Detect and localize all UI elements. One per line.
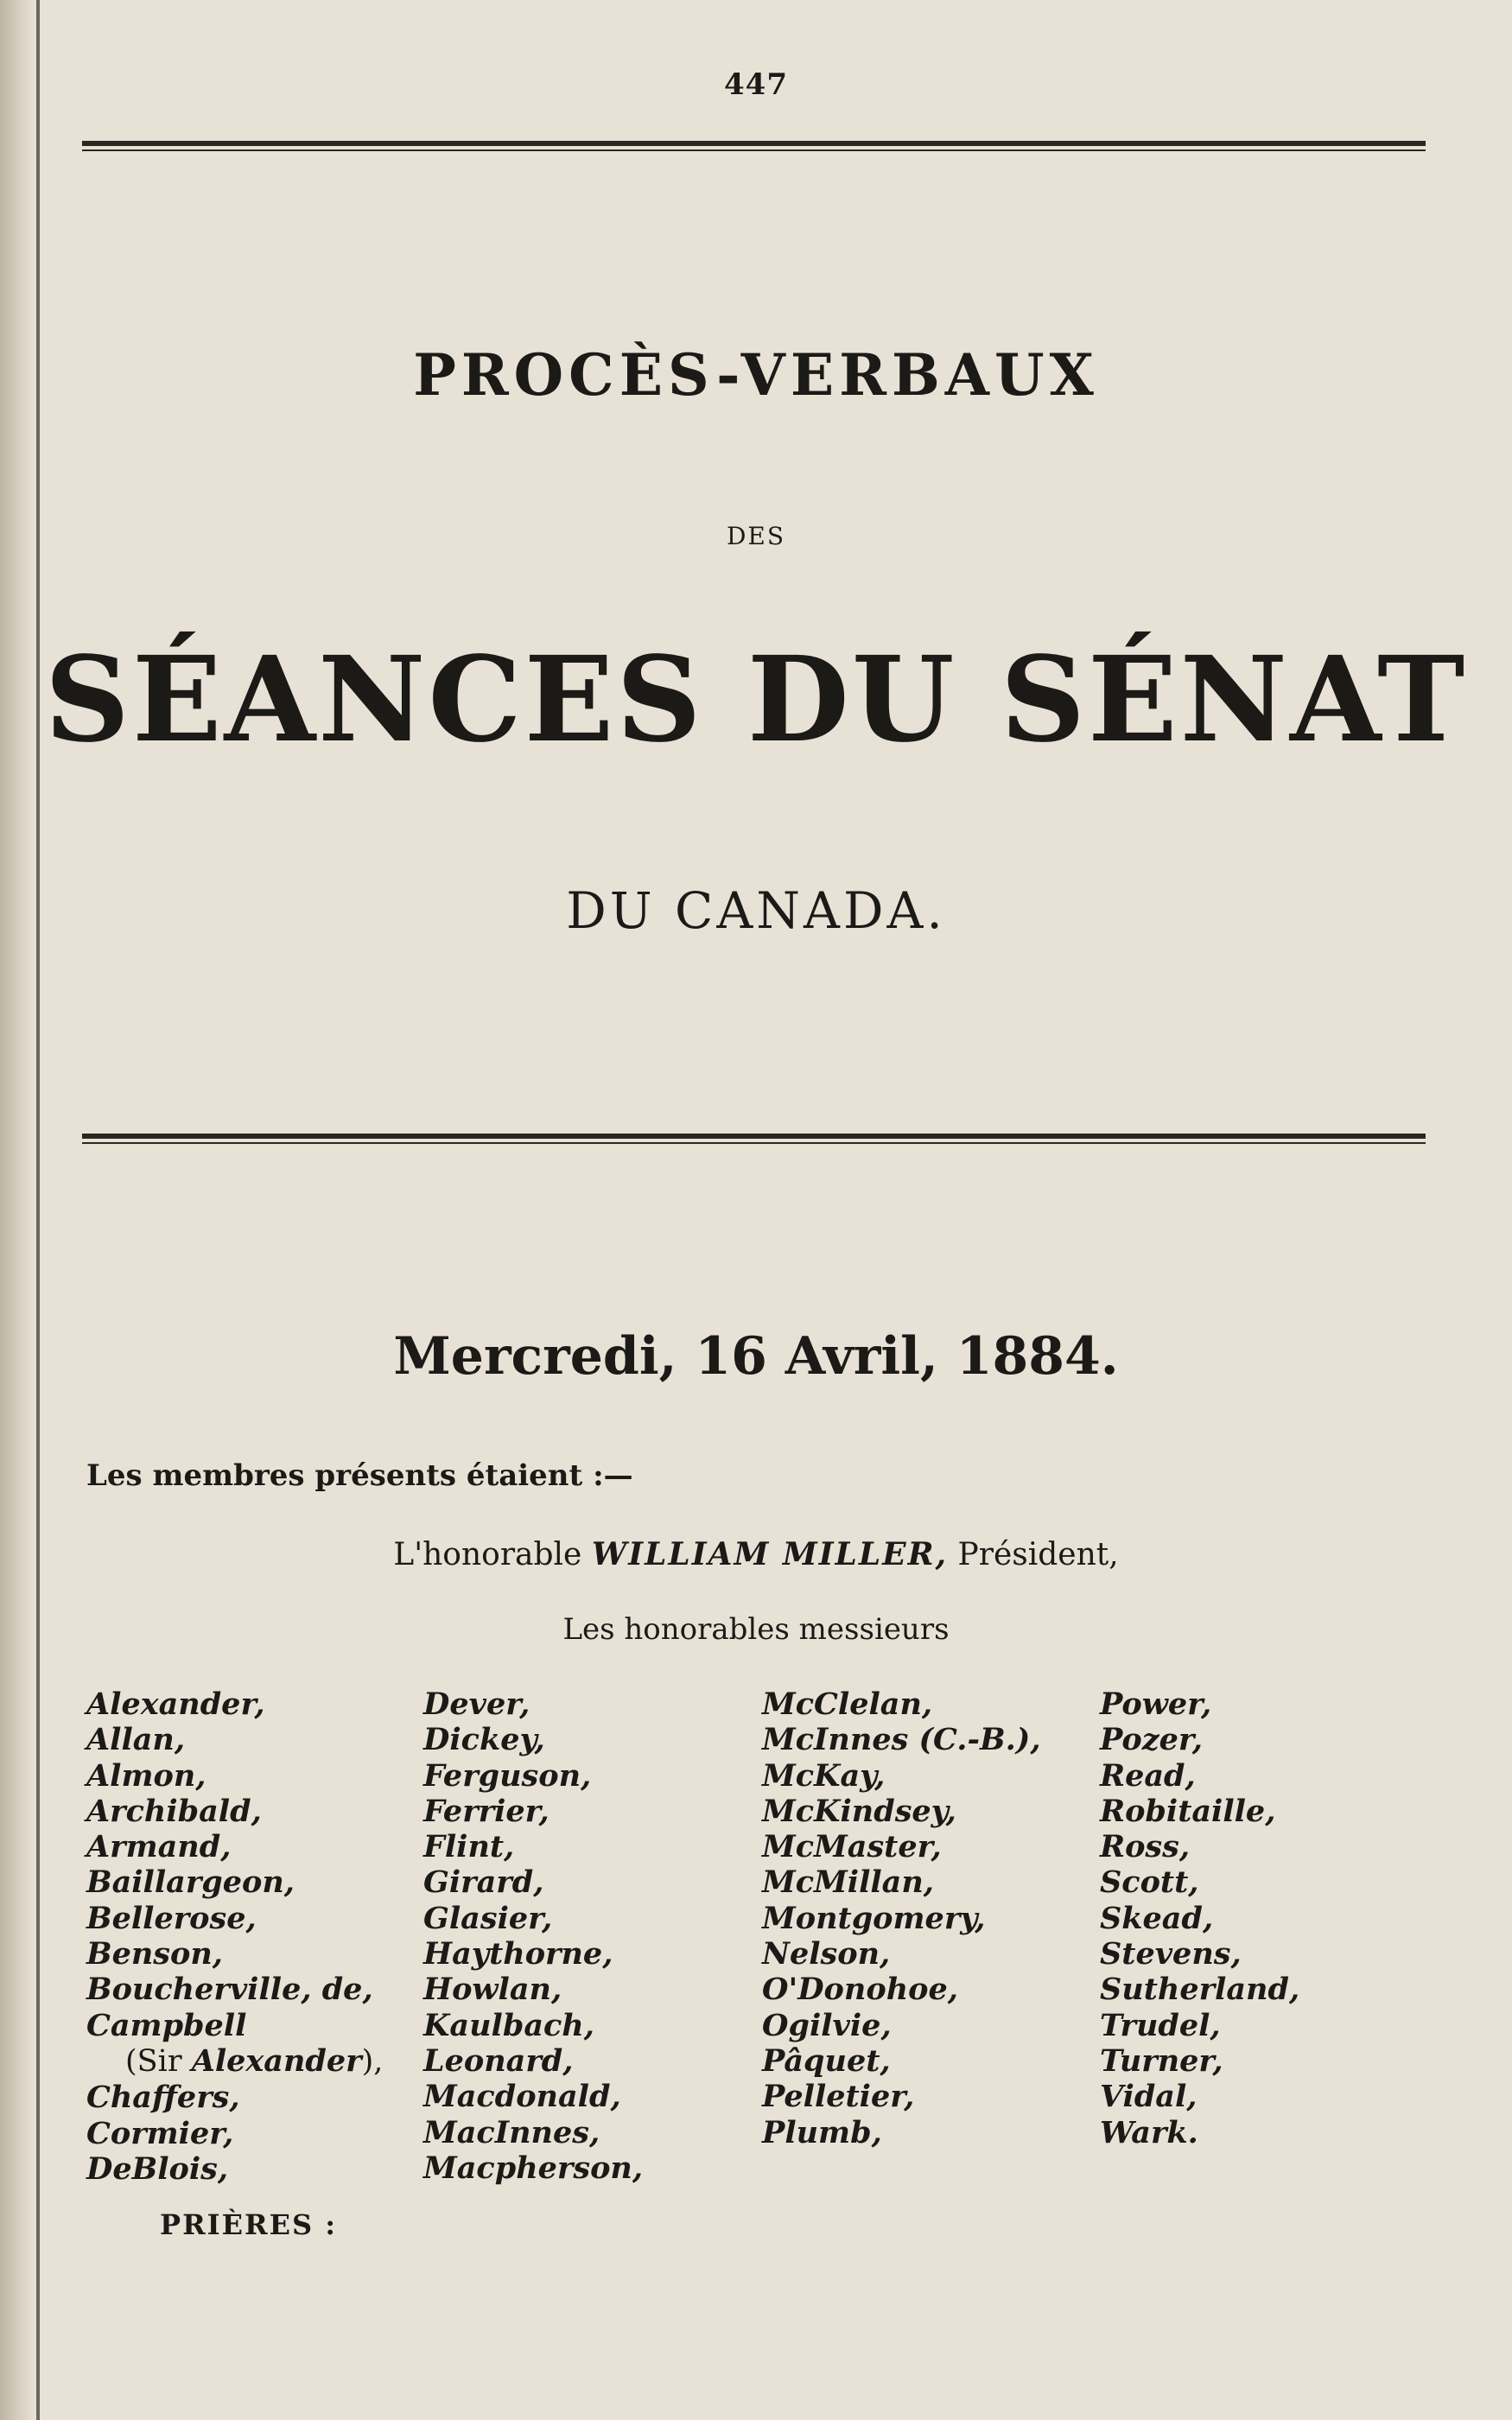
member-name: Allan,	[86, 1722, 186, 1758]
member-name: Sutherland,	[1100, 1972, 1300, 2008]
member-name-paren-close: ),	[361, 2043, 384, 2079]
member-name: McClelan,	[762, 1686, 933, 1722]
member-name: Scott,	[1100, 1864, 1199, 1901]
member-name: Ferrier,	[423, 1793, 550, 1829]
top-double-rule	[82, 141, 1426, 151]
member-name: Robitaille,	[1100, 1793, 1276, 1829]
member-name: McInnes (C.-B.),	[762, 1722, 1041, 1758]
title-des: DES	[726, 522, 786, 550]
member-name: Leonard,	[423, 2042, 574, 2079]
honorables-heading: Les honorables messieurs	[562, 1612, 950, 1647]
president-prefix: L'honorable	[393, 1537, 582, 1572]
president-line	[0, 1536, 1512, 1572]
member-name: McMaster,	[762, 1829, 942, 1865]
member-name: Turner,	[1100, 2042, 1223, 2079]
member-name: Stevens,	[1100, 1936, 1242, 1972]
members-column-1	[86, 1686, 383, 2187]
session-date: Mercredi, 16 Avril, 1884.	[393, 1326, 1119, 1387]
prieres-heading: PRIÈRES :	[160, 2208, 338, 2241]
president-name: WILLIAM MILLER,	[591, 1536, 949, 1572]
member-name: Girard,	[423, 1864, 544, 1901]
member-name: McKindsey,	[762, 1793, 956, 1829]
member-name-paren-open: (Sir	[125, 2043, 192, 2079]
title-du-canada: DU CANADA.	[566, 881, 946, 940]
member-name: O'Donohoe,	[762, 1972, 958, 2008]
middle-double-rule	[82, 1134, 1426, 1144]
page-number: 447	[724, 67, 788, 102]
member-name: Plumb,	[762, 2114, 882, 2150]
member-name: Dickey,	[423, 1722, 545, 1758]
member-name: Glasier,	[423, 1900, 553, 1936]
member-name: Pelletier,	[762, 2079, 915, 2115]
member-name: Montgomery,	[762, 1900, 986, 1936]
members-intro: Les membres présents étaient :—	[86, 1458, 633, 1493]
member-name: Read,	[1100, 1757, 1196, 1794]
member-name: Alexander,	[86, 1686, 265, 1722]
member-name-continuation	[86, 2043, 383, 2080]
member-name: Vidal,	[1100, 2079, 1198, 2115]
member-name: Ferguson,	[423, 1757, 592, 1794]
member-name: Ogilvie,	[762, 2007, 892, 2043]
president-role: Président,	[957, 1537, 1119, 1572]
member-name: Nelson,	[762, 1936, 891, 1972]
member-name: Power,	[1100, 1686, 1212, 1722]
member-name: Archibald,	[86, 1793, 262, 1829]
member-name: Benson,	[86, 1936, 223, 1972]
member-name: Armand,	[86, 1829, 232, 1865]
members-column-4	[1100, 1686, 1299, 2150]
member-name: Haythorne,	[423, 1936, 613, 1972]
member-name: Cormier,	[86, 2115, 234, 2151]
member-name: Wark.	[1100, 2114, 1198, 2150]
member-name: Macdonald,	[423, 2079, 621, 2115]
title-proces-verbaux: PROCÈS-VERBAUX	[413, 341, 1099, 409]
members-column-2	[423, 1686, 643, 2186]
member-name: Campbell	[86, 2007, 247, 2043]
member-name: MacInnes,	[423, 2114, 600, 2150]
member-name: Boucherville, de,	[86, 1972, 373, 2008]
title-seances-du-senat: SÉANCES DU SÉNAT	[44, 631, 1468, 769]
member-name: McKay,	[762, 1757, 886, 1794]
member-name: Howlan,	[423, 1972, 562, 2008]
member-name: Chaffers,	[86, 2080, 240, 2116]
member-name: Baillargeon,	[86, 1864, 295, 1901]
member-name: Bellerose,	[86, 1900, 257, 1936]
member-name: DeBlois,	[86, 2150, 229, 2187]
member-name: Pâquet,	[762, 2042, 891, 2079]
member-name: Skead,	[1100, 1900, 1214, 1936]
member-name: Almon,	[86, 1757, 206, 1794]
member-name: McMillan,	[762, 1864, 934, 1901]
members-column-3	[762, 1686, 1041, 2150]
member-name: Macpherson,	[423, 2150, 644, 2186]
member-name: Ross,	[1100, 1829, 1191, 1865]
member-name: Kaulbach,	[423, 2007, 594, 2043]
member-name: Trudel,	[1100, 2007, 1221, 2043]
member-name-given: Alexander	[191, 2042, 362, 2079]
member-name: Dever,	[423, 1686, 530, 1722]
member-name: Pozer,	[1100, 1722, 1203, 1758]
member-name: Flint,	[423, 1829, 515, 1865]
